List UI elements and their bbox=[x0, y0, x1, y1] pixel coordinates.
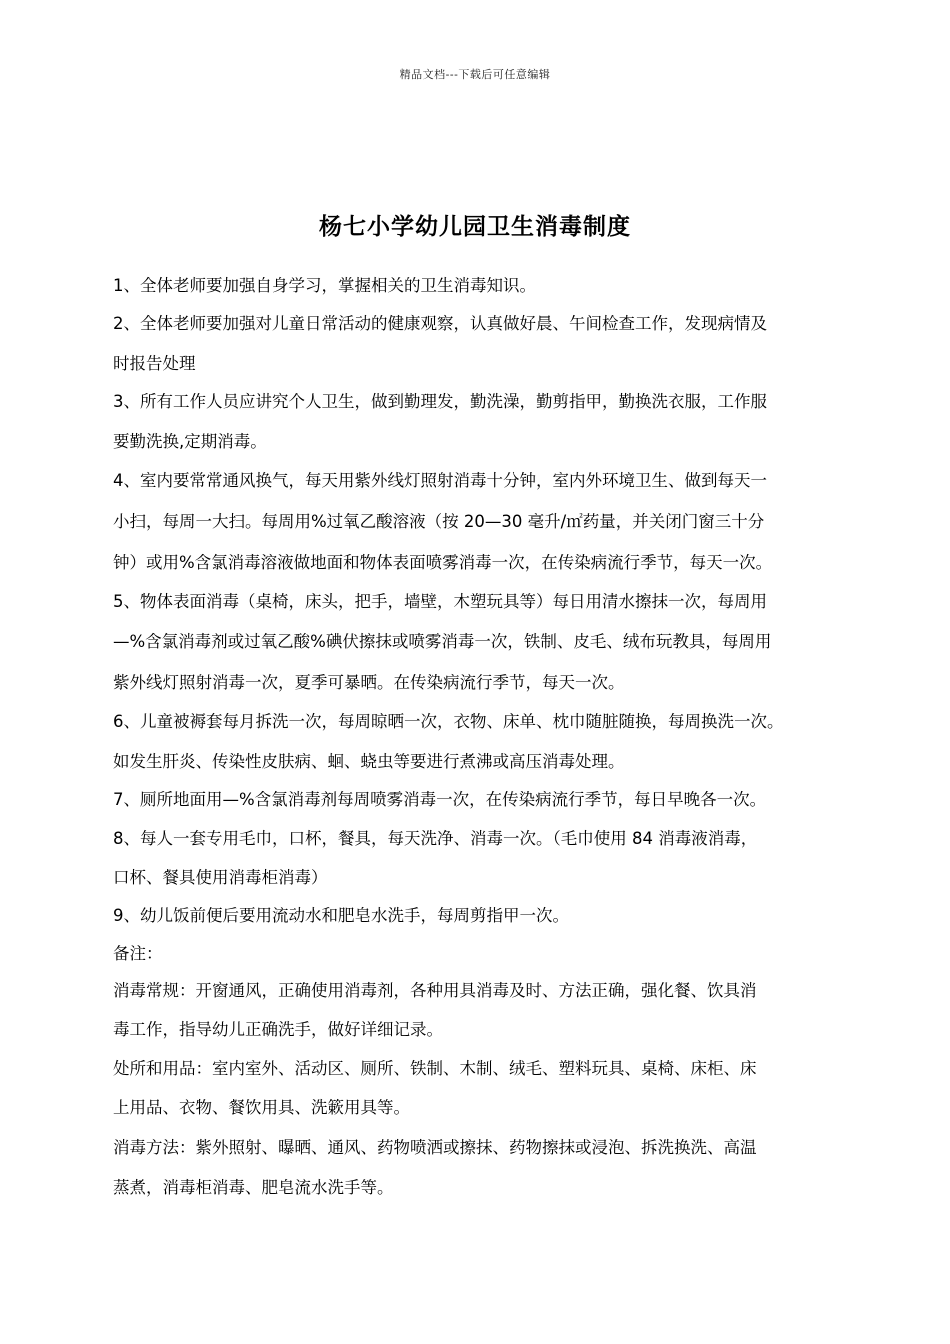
text-line: 8、每人一套专用毛巾，口杯，餐具，每天洗净、消毒一次。（毛巾使用 84 消毒液消毒， bbox=[113, 829, 758, 848]
text-line: 7、厕所地面用—%含氯消毒剂每周喷雾消毒一次，在传染病流行季节，每日早晚各一次。 bbox=[113, 790, 767, 809]
text-line: 小扫，每周一大扫。每周用%过氧乙酸溶液（按 20—30 毫升/㎡药量，并关闭门窗三十分 bbox=[113, 512, 765, 531]
text-line: 口杯、餐具使用消毒柜消毒） bbox=[113, 868, 328, 887]
text-line: 3、所有工作人员应讲究个人卫生，做到勤理发，勤洗澡，勤剪指甲，勤换洗衣服，工作服 bbox=[113, 392, 767, 411]
text-line: 上用品、衣物、餐饮用具、洗簌用具等。 bbox=[113, 1098, 410, 1117]
page-header: 精品文档---下载后可任意编辑 bbox=[399, 68, 551, 81]
text-line: 2、全体老师要加强对儿童日常活动的健康观察，认真做好晨、午间检查工作，发现病情及 bbox=[113, 314, 767, 333]
text-line: 5、物体表面消毒（桌椅，床头，把手，墙壁，木塑玩具等）每日用清水擦抹一次，每周用 bbox=[113, 592, 767, 611]
text-line: 时报告处理 bbox=[113, 354, 196, 373]
text-line: 如发生肝炎、传染性皮肤病、蛔、蛲虫等要进行煮沸或高压消毒处理。 bbox=[113, 752, 625, 771]
text-line: 消毒方法：紫外照射、曝晒、通风、药物喷洒或擦抹、药物擦抹或浸泡、拆洗换洗、高温 bbox=[113, 1138, 757, 1157]
text-line: 4、室内要常常通风换气，每天用紫外线灯照射消毒十分钟，室内外环境卫生、做到每天一 bbox=[113, 471, 767, 490]
text-line: —%含氯消毒剂或过氧乙酸%碘伏擦抹或喷雾消毒一次，铁制、皮毛、绒布玩教具，每周用 bbox=[113, 632, 772, 651]
text-line: 1、全体老师要加强自身学习，掌握相关的卫生消毒知识。 bbox=[113, 276, 536, 295]
text-line: 要勤洗换,定期消毒。 bbox=[113, 432, 267, 451]
text-line: 9、幼儿饭前便后要用流动水和肥皂水洗手，每周剪指甲一次。 bbox=[113, 906, 569, 925]
text-line: 6、儿童被褥套每月拆洗一次，每周晾晒一次，衣物、床单、枕巾随脏随换，每周换洗一次。 bbox=[113, 712, 784, 731]
text-line: 紫外线灯照射消毒一次，夏季可暴晒。在传染病流行季节，每天一次。 bbox=[113, 673, 625, 692]
document-title: 杨七小学幼儿园卫生消毒制度 bbox=[319, 213, 631, 240]
text-line: 备注： bbox=[113, 944, 163, 963]
text-line: 处所和用品：室内室外、活动区、厕所、铁制、木制、绒毛、塑料玩具、桌椅、床柜、床 bbox=[113, 1059, 757, 1078]
text-line: 钟）或用%含氯消毒溶液做地面和物体表面喷雾消毒一次，在传染病流行季节，每天一次。 bbox=[113, 553, 773, 572]
text-line: 蒸煮，消毒柜消毒、肥皂流水洗手等。 bbox=[113, 1178, 394, 1197]
text-line: 毒工作，指导幼儿正确洗手，做好详细记录。 bbox=[113, 1020, 443, 1039]
text-line: 消毒常规：开窗通风，正确使用消毒剂，各种用具消毒及时、方法正确，强化餐、饮具消 bbox=[113, 981, 757, 1000]
